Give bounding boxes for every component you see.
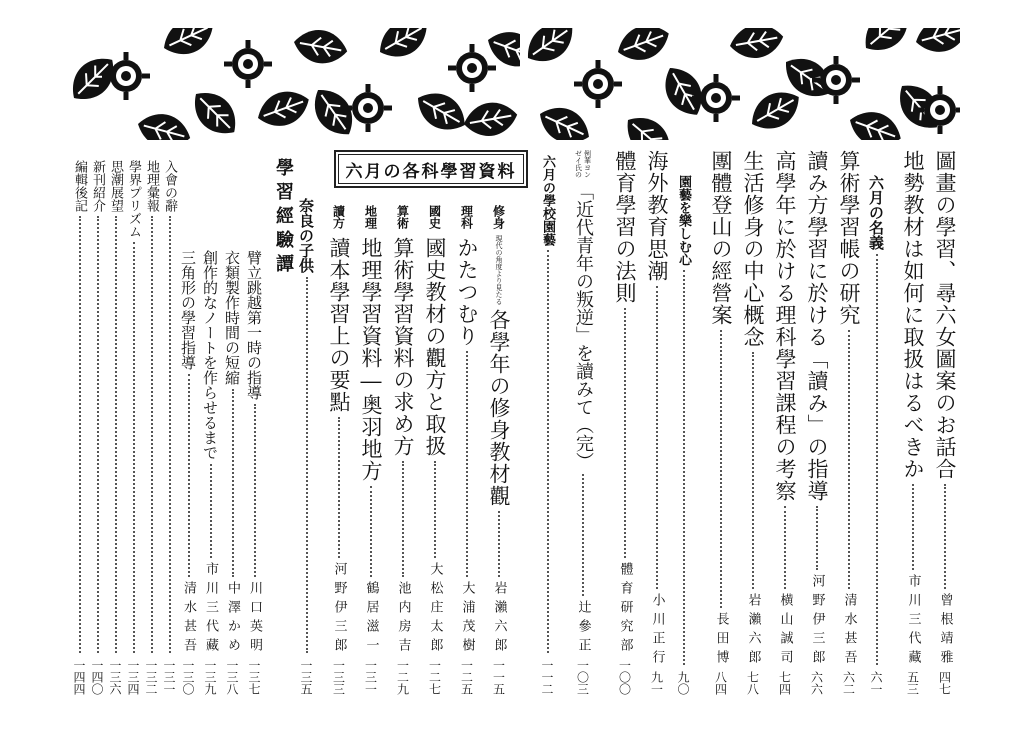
- dot-leader: [656, 286, 658, 589]
- dot-leader: [720, 330, 722, 608]
- dot-leader: [683, 270, 685, 665]
- toc-entry[interactable]: [356, 205, 386, 695]
- dot-leader: [402, 461, 404, 577]
- entry-page: 一三一: [162, 659, 176, 695]
- dot-leader: [752, 352, 754, 589]
- toc-entry[interactable]: [388, 205, 418, 695]
- entry-page: 一二九: [395, 659, 410, 695]
- dot-leader: [232, 389, 234, 577]
- ruby-line: 例華ヨン: [583, 150, 592, 178]
- toc-entry[interactable]: [802, 150, 832, 695]
- dot-leader: [306, 277, 308, 653]
- prefix-text: 現代の角度より見たる: [495, 235, 503, 305]
- entry-title: 編輯後記: [72, 160, 87, 212]
- entry-page: 一三〇: [181, 659, 195, 695]
- toc-entry[interactable]: [898, 150, 928, 695]
- toc-entry[interactable]: [706, 150, 736, 695]
- entry-page: 一三二: [144, 659, 158, 695]
- entry-author: 岩瀨六郎: [745, 593, 761, 669]
- dot-leader: [338, 417, 340, 558]
- dot-leader: [582, 474, 584, 596]
- entry-subject: 理科: [459, 205, 474, 229]
- entry-author: 岩瀨六郎: [491, 581, 507, 657]
- toc-entry[interactable]: [484, 205, 514, 695]
- dot-leader: [254, 404, 256, 577]
- floral-ornament-left: [68, 28, 520, 140]
- toc-entry[interactable]: [124, 160, 143, 695]
- entry-title: 思潮展望: [108, 160, 123, 212]
- toc-entry[interactable]: [738, 150, 768, 695]
- entry-page: 一二七: [427, 659, 442, 695]
- dot-leader: [97, 216, 99, 653]
- floral-ornament-right: [520, 28, 960, 140]
- entry-page: 四七: [937, 671, 952, 695]
- dot-leader: [115, 216, 117, 653]
- dot-leader: [912, 484, 914, 570]
- entry-page: 一一二: [540, 659, 554, 695]
- entry-title: 算術學習資料の求め方: [391, 237, 415, 457]
- entry-page: 六一: [869, 671, 883, 695]
- toc-entry[interactable]: [452, 205, 482, 695]
- entry-page: 六二: [841, 671, 856, 695]
- entry-page: 九一: [649, 671, 664, 695]
- toc-entry[interactable]: [866, 175, 887, 695]
- toc-entry[interactable]: [834, 150, 864, 695]
- entry-subject: 算術: [395, 205, 410, 229]
- entry-author: 横山誠司: [777, 593, 793, 669]
- toc-entry[interactable]: [70, 160, 89, 695]
- entry-page: 八四: [713, 671, 728, 695]
- experience-heading-col: [270, 158, 296, 358]
- entry-page: 七八: [745, 671, 760, 695]
- entry-title: 創作的なノートを作らせるまで: [201, 250, 219, 460]
- entry-title: 六月の學校園藝: [540, 155, 555, 246]
- entry-title: 地理學習資料―奥羽地方: [359, 237, 383, 482]
- entry-title: 團體登山の經營案: [709, 150, 733, 326]
- entry-page: 五三: [905, 671, 920, 695]
- entry-title: 臂立跳越第一時の指導: [245, 250, 263, 400]
- entry-title: 學界プリズム: [126, 160, 141, 238]
- entry-title: 新刊紹介: [90, 160, 105, 212]
- entry-author: 小川正行: [649, 593, 665, 669]
- entry-author: 池内房吉: [395, 581, 411, 657]
- dot-leader: [816, 506, 818, 570]
- toc-entry[interactable]: [222, 250, 243, 695]
- entry-page: 一四四: [72, 659, 86, 695]
- entry-author: 市川三代藏: [203, 562, 218, 657]
- entry-page: 一三四: [126, 659, 140, 695]
- dot-leader: [434, 461, 436, 558]
- entry-title: 讀み方學習に於ける「讀み」の指導: [805, 150, 829, 502]
- entry-author: 中澤かめ: [225, 581, 240, 657]
- entry-title: 衣類製作時間の短縮: [223, 250, 241, 385]
- toc-entry[interactable]: [296, 198, 317, 695]
- entry-title: 入會の辭: [162, 160, 177, 212]
- entry-title: 國史教材の觀方と取扱: [423, 237, 447, 457]
- toc-entry[interactable]: [610, 150, 640, 695]
- entry-author: 長田博: [713, 612, 729, 669]
- entry-author: 體育研究部: [617, 562, 633, 657]
- entry-ruby: [575, 150, 592, 178]
- toc-entry[interactable]: [244, 250, 265, 695]
- toc-entry[interactable]: [200, 250, 221, 695]
- section-heading-experience: 學習經驗譚: [273, 158, 294, 278]
- dot-leader: [151, 216, 153, 653]
- entry-author: 川口英明: [247, 581, 262, 657]
- entry-author: 辻參正: [575, 600, 591, 657]
- toc-entry[interactable]: [142, 160, 161, 695]
- dot-leader: [944, 484, 946, 589]
- dot-leader: [547, 250, 549, 653]
- entry-subject: 地理: [363, 205, 378, 229]
- entry-author: 鶴居滋一: [363, 581, 379, 657]
- dot-leader: [169, 216, 171, 653]
- dot-leader: [79, 216, 81, 653]
- toc-entry[interactable]: [178, 250, 199, 695]
- entry-prefix: [495, 235, 503, 305]
- toc-entry[interactable]: [642, 150, 672, 695]
- entry-title: 「近代青年の叛逆」を讀みて（完）: [573, 182, 594, 470]
- toc-entry[interactable]: [160, 160, 179, 695]
- dot-leader: [210, 464, 212, 558]
- section-heading: 六月の各科學習資料: [338, 154, 524, 184]
- toc-entry[interactable]: [570, 150, 596, 695]
- toc-entry[interactable]: [420, 205, 450, 695]
- entry-page: 一〇〇: [617, 659, 632, 695]
- entry-page: 一三六: [108, 659, 122, 695]
- entry-page: 一三七: [247, 659, 261, 695]
- entry-title: かたつむり: [455, 237, 479, 347]
- entry-title: 地理彙報: [144, 160, 159, 212]
- entry-title: 園藝を樂しむ心: [676, 175, 691, 266]
- dot-leader: [370, 486, 372, 577]
- entry-title: 三角形の學習指導: [179, 250, 197, 370]
- entry-page: 一三八: [225, 659, 239, 695]
- entry-page: 一三一: [363, 659, 378, 695]
- entry-subject: 修身: [491, 205, 506, 229]
- toc-entry[interactable]: [106, 160, 125, 695]
- dot-leader: [624, 308, 626, 558]
- entry-author: 河野伊三郎: [331, 562, 347, 657]
- dot-leader: [784, 506, 786, 589]
- entry-page: 一〇三: [575, 659, 590, 695]
- entry-title: 體育學習の法則: [613, 150, 637, 304]
- entry-author: 清水甚吾: [841, 593, 857, 669]
- entry-title: 算術學習帳の研究: [837, 150, 861, 326]
- dot-leader: [848, 330, 850, 589]
- entry-title: 讀本學習上の要點: [327, 237, 351, 413]
- section-heading-box: [334, 150, 528, 188]
- entry-title: 高學年に於ける理科學習課程の考察: [773, 150, 797, 502]
- dot-leader: [498, 511, 500, 577]
- toc-entry[interactable]: [538, 155, 557, 695]
- entry-author: 曾根靖雅: [937, 593, 953, 669]
- entry-author: 大浦茂樹: [459, 581, 475, 657]
- entry-title: 地勢教材は如何に取扱はるべきか: [901, 150, 925, 480]
- entry-page: 一一五: [491, 659, 506, 695]
- entry-subject: 國史: [427, 205, 442, 229]
- entry-page: 七四: [777, 671, 792, 695]
- entry-title: 各學年の修身教材觀: [487, 309, 511, 507]
- ruby-line: ゼイ氏の: [574, 150, 583, 178]
- dot-leader: [133, 242, 135, 653]
- entry-page: 一三三: [331, 659, 346, 695]
- entry-title: 圖畫の學習、尋六女圖案のお話合: [933, 150, 957, 480]
- entry-author: 大松庄太郎: [427, 562, 443, 657]
- entry-title: 海外教育思潮: [645, 150, 669, 282]
- entry-title: 奈良の子供: [297, 198, 315, 273]
- entry-page: 一三五: [299, 659, 313, 695]
- entry-title: 六月の名義: [867, 175, 885, 250]
- toc-entry[interactable]: [930, 150, 960, 695]
- entry-author: 清水甚吾: [181, 581, 196, 657]
- toc-entry[interactable]: [674, 175, 693, 695]
- entry-author: 河野伊三郎: [809, 574, 825, 669]
- entry-page: 六六: [809, 671, 824, 695]
- entry-page: 一四〇: [90, 659, 104, 695]
- dot-leader: [188, 374, 190, 577]
- entry-page: 一三九: [203, 659, 217, 695]
- toc-entry[interactable]: [324, 205, 354, 695]
- dot-leader: [876, 254, 878, 665]
- entry-page: 一二五: [459, 659, 474, 695]
- entry-title: 生活修身の中心概念: [741, 150, 765, 348]
- entry-author: 市川三代藏: [905, 574, 921, 669]
- dot-leader: [466, 351, 468, 577]
- toc-entry[interactable]: [88, 160, 107, 695]
- toc-entry[interactable]: [770, 150, 800, 695]
- entry-page: 九〇: [676, 671, 690, 695]
- entry-subject: 讀方: [331, 205, 346, 229]
